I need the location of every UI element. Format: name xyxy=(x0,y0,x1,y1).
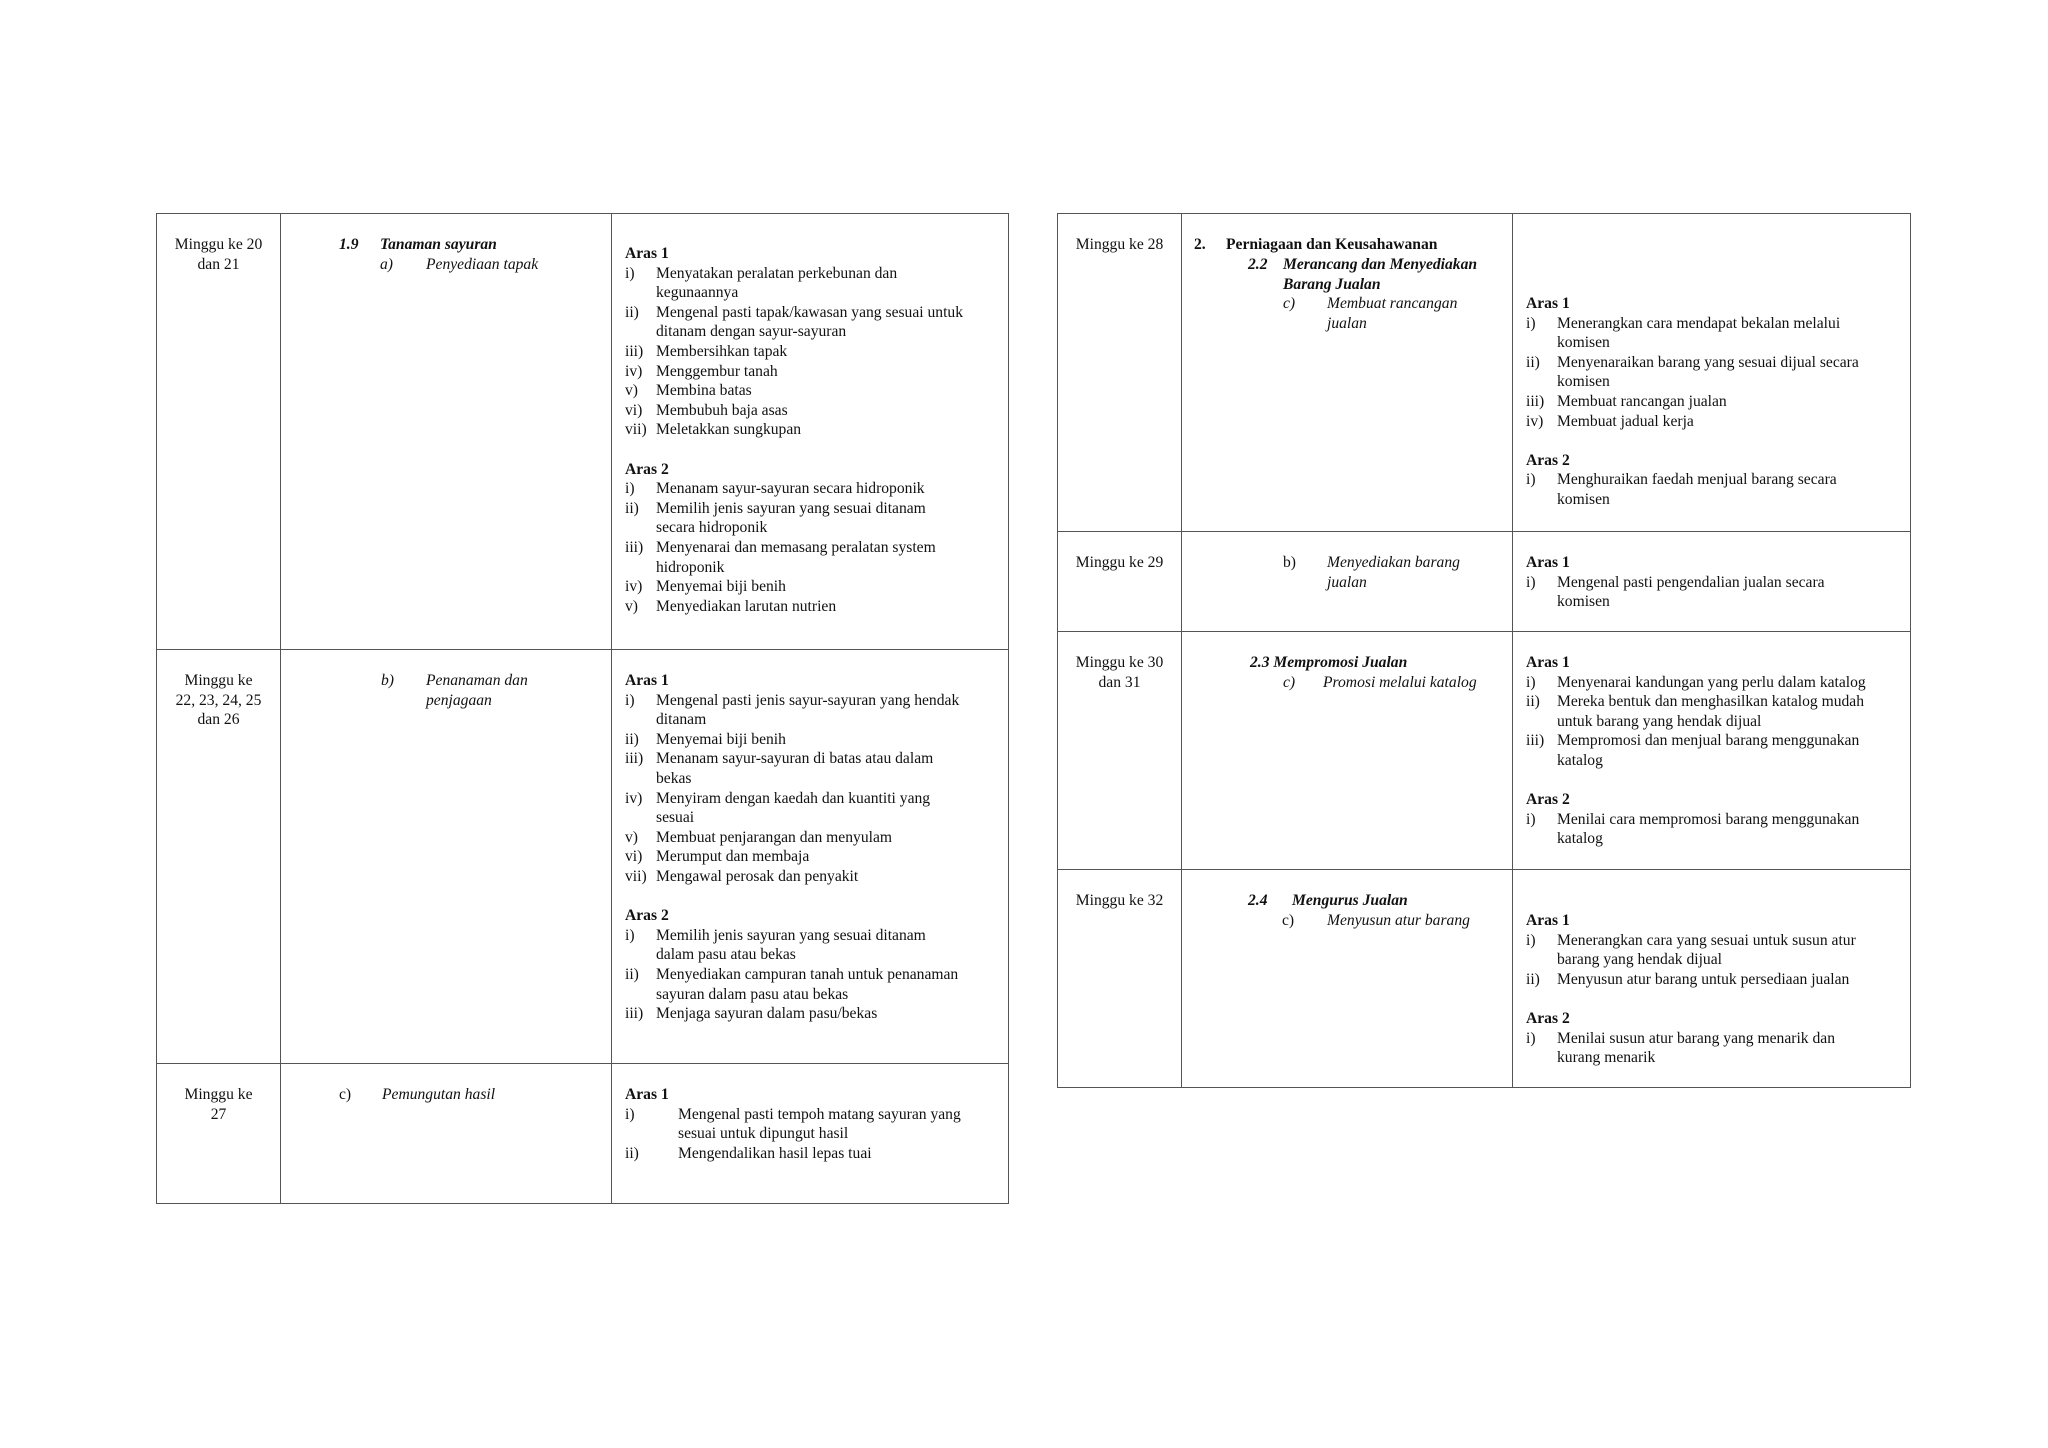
list-item-text xyxy=(1557,353,1898,392)
list-item-number: iii) xyxy=(625,1005,644,1023)
aras-heading: Aras 1 xyxy=(1526,912,1570,929)
list-item-line: Membersihkan tapak xyxy=(656,342,788,360)
list-item-text xyxy=(656,381,996,401)
list-item xyxy=(1526,810,1898,849)
list-item-line: sesuai xyxy=(656,809,695,827)
list-item-text xyxy=(656,499,996,538)
item-title: Promosi melalui katalog xyxy=(1323,674,1477,691)
list-item-number: vii) xyxy=(625,867,647,885)
list-item xyxy=(1526,353,1898,392)
week-label-line: 27 xyxy=(210,1105,227,1123)
list-item-number: i) xyxy=(1526,573,1536,591)
topic-cell xyxy=(1182,214,1513,532)
week-label-line: Minggu ke 29 xyxy=(1075,554,1164,571)
section-number: 1.9 xyxy=(339,236,359,253)
list-item-number: i) xyxy=(625,691,635,709)
list-item-number: iv) xyxy=(625,362,643,380)
week-label-line: dan 26 xyxy=(197,711,240,729)
aras-heading: Aras 1 xyxy=(1526,295,1570,312)
list-item-text xyxy=(656,749,996,788)
list-item-line: Meletakkan sungkupan xyxy=(656,421,802,439)
sub-number: 2.4 xyxy=(1248,892,1268,909)
list-item-line: Menjaga sayuran dalam pasu/bekas xyxy=(656,1005,878,1023)
list-item-number: ii) xyxy=(625,303,639,321)
list-item-line: ditanam dengan sayur-sayuran xyxy=(656,323,847,341)
content-cell xyxy=(1513,632,1911,870)
list-item-number: ii) xyxy=(625,499,639,517)
list-item xyxy=(625,538,996,577)
list-item-line: bekas xyxy=(656,769,692,787)
list-item-text xyxy=(656,1004,996,1024)
item-letter: c) xyxy=(1282,912,1295,929)
list-item-line: Menyenaraikan barang yang sesuai dijual secara xyxy=(1557,353,1859,371)
table-row xyxy=(1058,870,1911,1088)
list-item-text xyxy=(1557,810,1898,849)
list-item-number: ii) xyxy=(1526,693,1540,711)
list-item-number: i) xyxy=(1526,314,1536,332)
list-item-text xyxy=(656,420,996,440)
list-item xyxy=(625,789,996,828)
list-item-text xyxy=(656,965,996,1004)
topic-cell xyxy=(281,1064,612,1204)
list-item-line: Mereka bentuk dan menghasilkan katalog mudah xyxy=(1557,693,1865,711)
list-item-text xyxy=(656,828,996,848)
list-item-text xyxy=(656,401,996,421)
list-item-line: Menyusun atur barang untuk persediaan jualan xyxy=(1557,970,1850,988)
table-row xyxy=(157,650,1009,1064)
list-item xyxy=(1526,314,1898,353)
item-title: Menyusun atur barang xyxy=(1327,912,1470,929)
week-label-line: Minggu ke xyxy=(184,672,253,689)
list-item-text xyxy=(656,926,996,965)
list-item xyxy=(625,1144,996,1164)
list-item-number: ii) xyxy=(1526,970,1540,988)
list-item-text xyxy=(656,789,996,828)
aras-heading: Aras 1 xyxy=(625,672,669,689)
item-letter: c) xyxy=(1283,295,1296,312)
list-item xyxy=(625,597,996,617)
list-item-number: vi) xyxy=(625,848,643,866)
list-item-text xyxy=(656,597,996,617)
list-item-number: v) xyxy=(625,828,638,846)
list-item-number: iii) xyxy=(625,750,644,768)
aras-heading: Aras 2 xyxy=(1526,1009,1570,1027)
list-item xyxy=(625,965,996,1004)
list-item-text xyxy=(1557,692,1898,731)
list-item-line: katalog xyxy=(1557,830,1603,848)
list-item xyxy=(625,264,996,303)
list-item-line: Menyenarai dan memasang peralatan system xyxy=(656,538,936,556)
list-item xyxy=(625,342,996,362)
list-item-line: kegunaannya xyxy=(656,284,739,302)
list-item xyxy=(625,867,996,887)
list-item-line: Membuat penjarangan dan menyulam xyxy=(656,828,892,846)
list-item-text xyxy=(1557,1029,1898,1068)
list-item-line: Mengenal pasti tapak/kawasan yang sesuai untuk xyxy=(656,303,964,321)
list-item xyxy=(1526,931,1898,970)
list-item-line: Menyiram dengan kaedah dan kuantiti yang xyxy=(656,789,931,807)
section-title: Tanaman sayuran xyxy=(380,236,497,253)
list-item-line: kurang menarik xyxy=(1557,1049,1656,1067)
list-item xyxy=(625,691,996,730)
item-title xyxy=(1327,294,1457,333)
list-item-number: i) xyxy=(625,264,635,282)
topic-cell xyxy=(1182,532,1513,632)
sub-number: 2.2 xyxy=(1248,256,1268,273)
list-item-number: v) xyxy=(625,382,638,400)
list-item-text xyxy=(678,1144,996,1164)
list-item-line: Mengenal pasti jenis sayur-sayuran yang hendak xyxy=(656,691,960,709)
week-label-line: Minggu ke 32 xyxy=(1075,892,1164,909)
topic-line: penjagaan xyxy=(426,691,492,709)
table-row xyxy=(1058,532,1911,632)
list-item xyxy=(625,828,996,848)
topic-cell xyxy=(1182,870,1513,1088)
list-item-text xyxy=(1557,573,1898,612)
list-item-text xyxy=(656,730,996,750)
table-row xyxy=(1058,214,1911,532)
list-item-line: Mengenal pasti pengendalian jualan secara xyxy=(1557,573,1825,591)
list-item-line: Mengawal perosak dan penyakit xyxy=(656,867,859,885)
list-item-text xyxy=(1557,731,1898,770)
topic-line: Penanaman dan xyxy=(426,672,528,689)
list-item-text xyxy=(1557,412,1898,432)
list-item-line: Menerangkan cara mendapat bekalan melalui xyxy=(1557,314,1841,332)
topic-line: jualan xyxy=(1327,314,1367,332)
list-item-text xyxy=(678,1105,996,1144)
list-item-text xyxy=(1557,970,1898,990)
list-item xyxy=(1526,731,1898,770)
item-title: Penyediaan tapak xyxy=(426,256,539,273)
list-item-line: hidroponik xyxy=(656,558,725,576)
list-item-text xyxy=(656,691,996,730)
list-item-line: sayuran dalam pasu atau bekas xyxy=(656,985,849,1003)
list-item-line: Mengenal pasti tempoh matang sayuran yang xyxy=(678,1105,961,1123)
list-item-line: Menyediakan larutan nutrien xyxy=(656,597,837,615)
list-item-line: katalog xyxy=(1557,751,1603,769)
content-cell xyxy=(612,214,1009,650)
list-item-line: ditanam xyxy=(656,711,707,729)
list-item-line: Menggembur tanah xyxy=(656,362,778,380)
list-item-text xyxy=(656,577,996,597)
list-item-number: i) xyxy=(1526,673,1536,691)
aras-heading: Aras 1 xyxy=(625,245,669,262)
list-item xyxy=(625,1105,996,1144)
sub-title: Mengurus Jualan xyxy=(1292,892,1408,909)
list-item-line: Membina batas xyxy=(656,382,752,400)
list-item-text xyxy=(1557,673,1898,693)
list-item-number: ii) xyxy=(625,730,639,748)
week-label-line: Minggu ke 28 xyxy=(1075,236,1164,253)
list-item-line: Mengendalikan hasil lepas tuai xyxy=(678,1144,872,1162)
list-item-line: dalam pasu atau bekas xyxy=(656,946,796,964)
aras-heading: Aras 2 xyxy=(1526,451,1570,469)
week-cell xyxy=(157,1064,281,1204)
list-item-number: i) xyxy=(1526,931,1536,949)
list-item xyxy=(1526,412,1898,432)
list-item-number: v) xyxy=(625,597,638,615)
week-cell xyxy=(1058,632,1182,870)
week-label-line: Minggu ke xyxy=(184,1086,253,1103)
content-cell xyxy=(1513,870,1911,1088)
list-item-line: Mempromosi dan menjual barang menggunakan xyxy=(1557,732,1860,750)
content-cell xyxy=(1513,532,1911,632)
list-item-text xyxy=(656,867,996,887)
list-item xyxy=(625,401,996,421)
list-item-line: untuk barang yang hendak dijual xyxy=(1557,712,1762,730)
list-item-text xyxy=(1557,314,1898,353)
list-item-number: ii) xyxy=(625,1144,639,1162)
topic-line: Merancang dan Menyediakan xyxy=(1283,256,1478,273)
aras-heading: Aras 1 xyxy=(625,1086,669,1103)
table-row xyxy=(1058,632,1911,870)
week-cell xyxy=(157,214,281,650)
list-item-text xyxy=(656,538,996,577)
list-item-line: komisen xyxy=(1557,490,1610,508)
list-item xyxy=(1526,573,1898,612)
list-item xyxy=(1526,970,1898,990)
list-item-line: Menyediakan campuran tanah untuk penanaman xyxy=(656,965,959,983)
topic-cell xyxy=(1182,632,1513,870)
list-item-line: Menyemai biji benih xyxy=(656,730,786,748)
list-item-line: Memilih jenis sayuran yang sesuai ditanam xyxy=(656,926,926,944)
aras-heading: Aras 2 xyxy=(1526,791,1570,809)
list-item-line: Membuat jadual kerja xyxy=(1557,412,1694,430)
list-item xyxy=(625,420,996,440)
list-item-number: i) xyxy=(1526,1029,1536,1047)
list-item-text xyxy=(656,264,996,303)
item-title xyxy=(426,671,528,710)
week-cell xyxy=(1058,870,1182,1088)
list-item-number: iv) xyxy=(625,578,643,596)
list-item-text xyxy=(656,342,996,362)
list-item xyxy=(625,730,996,750)
list-item xyxy=(1526,673,1898,693)
list-item-line: Menanam sayur-sayuran di batas atau dalam xyxy=(656,750,934,768)
item-title xyxy=(1327,553,1460,592)
list-item-text xyxy=(656,303,996,342)
list-item-line: Menilai cara mempromosi barang menggunakan xyxy=(1557,810,1860,828)
week-label-line: dan 31 xyxy=(1098,673,1141,691)
aras-heading: Aras 2 xyxy=(625,907,669,925)
list-item-line: Menyatakan peralatan perkebunan dan xyxy=(656,264,898,282)
list-item-line: komisen xyxy=(1557,593,1610,611)
table-row xyxy=(157,214,1009,650)
list-item-text xyxy=(656,847,996,867)
list-item xyxy=(625,577,996,597)
topic-line: Barang Jualan xyxy=(1283,275,1381,293)
list-item-line: Menanam sayur-sayuran secara hidroponik xyxy=(656,480,925,498)
main-title: Perniagaan dan Keusahawanan xyxy=(1226,236,1438,253)
list-item-line: Menilai susun atur barang yang menarik dan xyxy=(1557,1029,1836,1047)
list-item-line: komisen xyxy=(1557,373,1610,391)
sub-heading: 2.3 Mempromosi Jualan xyxy=(1250,654,1408,671)
list-item-line: Menyenarai kandungan yang perlu dalam katalog xyxy=(1557,673,1866,691)
list-item-number: i) xyxy=(1526,471,1536,489)
sub-title xyxy=(1283,255,1477,294)
list-item-number: i) xyxy=(625,480,635,498)
list-item-line: secara hidroponik xyxy=(656,519,768,537)
list-item-line: Menghuraikan faedah menjual barang secara xyxy=(1557,471,1837,489)
content-cell xyxy=(1513,214,1911,532)
right-lesson-table xyxy=(1057,213,1911,1088)
week-label-line: Minggu ke 30 xyxy=(1075,654,1164,671)
list-item xyxy=(625,381,996,401)
aras-heading: Aras 1 xyxy=(1526,654,1570,671)
list-item-number: vii) xyxy=(625,421,647,439)
aras-heading: Aras 2 xyxy=(625,460,669,478)
week-cell xyxy=(1058,532,1182,632)
week-label-line: Minggu ke 20 xyxy=(174,236,263,253)
list-item-number: iii) xyxy=(1526,392,1545,410)
list-item-number: iii) xyxy=(625,342,644,360)
week-cell xyxy=(157,650,281,1064)
list-item xyxy=(625,362,996,382)
topic-cell xyxy=(281,214,612,650)
list-item-number: vi) xyxy=(625,401,643,419)
list-item xyxy=(1526,692,1898,731)
list-item-line: Memilih jenis sayuran yang sesuai ditanam xyxy=(656,499,926,517)
list-item-line: komisen xyxy=(1557,334,1610,352)
list-item xyxy=(625,479,996,499)
list-item-line: Membuat rancangan jualan xyxy=(1557,392,1727,410)
list-item-text xyxy=(1557,392,1898,412)
content-cell xyxy=(612,650,1009,1064)
list-item-number: i) xyxy=(625,926,635,944)
list-item xyxy=(625,1004,996,1024)
list-item-text xyxy=(1557,931,1898,970)
list-item-line: barang yang hendak dijual xyxy=(1557,951,1722,969)
list-item xyxy=(625,926,996,965)
item-letter: b) xyxy=(1283,554,1296,571)
content-cell xyxy=(612,1064,1009,1204)
list-item xyxy=(625,847,996,867)
list-item-line: Merumput dan membaja xyxy=(656,848,810,866)
list-item xyxy=(625,749,996,788)
list-item-line: Menerangkan cara yang sesuai untuk susun atur xyxy=(1557,931,1856,949)
list-item-number: i) xyxy=(1526,810,1536,828)
table-row xyxy=(157,1064,1009,1204)
week-label-line: dan 21 xyxy=(197,255,240,273)
week-label-line: 22, 23, 24, 25 xyxy=(175,691,262,709)
list-item-number: iii) xyxy=(1526,732,1545,750)
item-letter: c) xyxy=(339,1086,352,1103)
list-item-line: sesuai untuk dipungut hasil xyxy=(678,1125,849,1143)
list-item xyxy=(1526,470,1898,509)
item-letter: c) xyxy=(1283,674,1296,691)
topic-line: Menyediakan barang xyxy=(1327,554,1460,571)
list-item-number: iv) xyxy=(1526,412,1544,430)
main-number: 2. xyxy=(1194,236,1206,253)
list-item-text xyxy=(1557,470,1898,509)
list-item-number: ii) xyxy=(1526,353,1540,371)
item-letter: a) xyxy=(380,256,393,273)
week-cell xyxy=(1058,214,1182,532)
list-item xyxy=(625,499,996,538)
topic-line: jualan xyxy=(1327,573,1367,591)
topic-cell xyxy=(281,650,612,1064)
list-item-text xyxy=(656,479,996,499)
list-item-number: ii) xyxy=(625,965,639,983)
list-item-line: Menyemai biji benih xyxy=(656,578,786,596)
left-lesson-table xyxy=(156,213,1009,1204)
topic-line: Membuat rancangan xyxy=(1327,295,1458,312)
item-title: Pemungutan hasil xyxy=(382,1086,496,1103)
list-item xyxy=(1526,392,1898,412)
list-item-number: iv) xyxy=(625,789,643,807)
list-item-number: iii) xyxy=(625,538,644,556)
list-item-line: Membubuh baja asas xyxy=(656,401,788,419)
list-item xyxy=(625,303,996,342)
item-letter: b) xyxy=(381,672,394,689)
list-item-text xyxy=(656,362,996,382)
aras-heading: Aras 1 xyxy=(1526,554,1570,571)
list-item-number: i) xyxy=(625,1105,635,1123)
list-item xyxy=(1526,1029,1898,1068)
